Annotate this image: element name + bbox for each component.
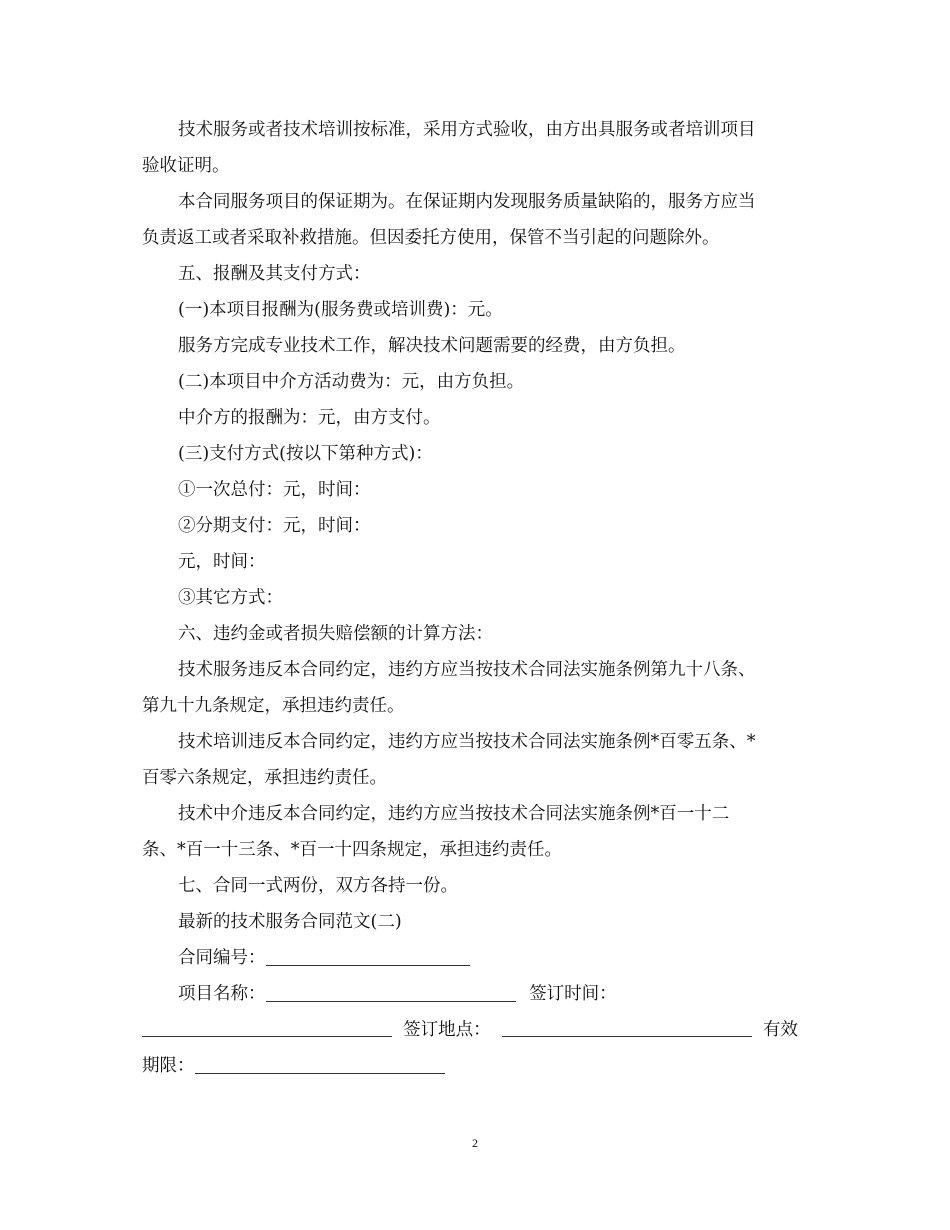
paragraph-line: (三)支付方式(按以下第种方式)：	[178, 444, 433, 464]
paragraph-line: 中介方的报酬为：元，由方支付。	[178, 408, 441, 428]
validity-row	[142, 1054, 798, 1078]
subtitle: 最新的技术服务合同范文(二)	[178, 912, 402, 932]
paragraph-line: 验收证明。	[142, 156, 230, 176]
section-heading: 五、报酬及其支付方式：	[178, 264, 371, 284]
paragraph-line: 条、*百一十三条、*百一十四条规定，承担违约责任。	[142, 840, 562, 860]
paragraph-line: 本合同服务项目的保证期为。在保证期内发现服务质量缺陷的，服务方应当	[178, 192, 756, 212]
page-number: 2	[472, 1136, 478, 1150]
paragraph-line: 百零六条规定，承担违约责任。	[142, 768, 387, 788]
sign-place-label: 签订地点：	[403, 1020, 491, 1040]
paragraph-line: 负责返工或者采取补救措施。但因委托方使用，保管不当引起的问题除外。	[142, 228, 720, 248]
section-heading: 七、合同一式两份，双方各持一份。	[178, 876, 458, 896]
contract-number-row	[178, 946, 834, 970]
paragraph-line: 服务方完成专业技术工作，解决技术问题需要的经费，由方负担。	[178, 336, 686, 356]
paragraph-line: 技术服务违反本合同约定，违约方应当按技术合同法实施条例第九十八条、	[178, 660, 756, 680]
contract-number-blank	[266, 947, 470, 966]
sign-place-blank	[502, 1018, 752, 1037]
sign-place-row	[142, 1018, 798, 1042]
validity-label-start: 有效	[762, 1020, 798, 1040]
project-name-blank	[266, 983, 516, 1002]
paragraph-line: (二)本项目中介方活动费为：元，由方负担。	[178, 372, 525, 392]
paragraph-line: 技术中介违反本合同约定，违约方应当按技术合同法实施条例*百一十二	[178, 804, 730, 824]
paragraph-line: ③其它方式：	[178, 588, 283, 608]
paragraph-line: ②分期支付：元，时间：	[178, 516, 371, 536]
sign-time-blank	[142, 1018, 392, 1037]
section-heading: 六、违约金或者损失赔偿额的计算方法：	[178, 624, 493, 644]
project-name-label: 项目名称：	[178, 984, 266, 1004]
validity-blank	[195, 1055, 445, 1074]
project-name-row	[178, 982, 834, 1006]
paragraph-line: 第九十九条规定，承担违约责任。	[142, 696, 405, 716]
contract-number-label: 合同编号：	[178, 948, 266, 968]
paragraph-line: 技术服务或者技术培训按标准，采用方式验收，由方出具服务或者培训项目	[178, 120, 756, 140]
paragraph-line: ①一次总付：元，时间：	[178, 480, 371, 500]
validity-label-end: 期限：	[142, 1056, 195, 1076]
sign-time-label: 签订时间：	[529, 984, 617, 1004]
paragraph-line: 技术培训违反本合同约定，违约方应当按技术合同法实施条例*百零五条、*	[178, 732, 756, 752]
paragraph-line: (一)本项目报酬为(服务费或培训费)：元。	[178, 300, 503, 320]
paragraph-line: 元，时间：	[178, 552, 266, 572]
